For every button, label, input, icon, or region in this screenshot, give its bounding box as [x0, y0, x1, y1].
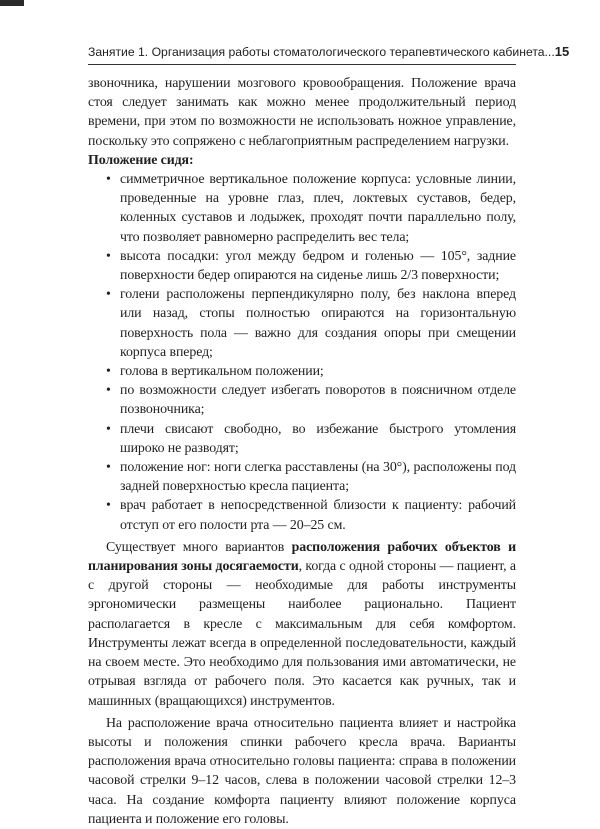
corner-print-mark	[0, 0, 24, 6]
list-item: • высота посадки: угол между бедром и голенью — 105°, задние поверхности бедер опираются на сиденье лишь 2/3 поверхности;	[88, 247, 516, 285]
list-item: • врач работает в непосредственной близости к пациенту: рабочий отступ от его полости рта — 20–25 см.	[88, 496, 516, 534]
zones-bold-term: расположения рабочих объектов и планирования зоны досягаемости	[88, 539, 517, 575]
list-item: • положение ног: ноги слегка расставлены (на 30°), расположены под задней поверхностью кресла пациента;	[88, 458, 516, 496]
section-heading-sitting: Положение сидя:	[88, 152, 194, 168]
running-header	[88, 44, 570, 59]
list-item: • симметричное вертикальное положение корпуса: условные линии, проведенные на уровне глаз, плеч, локтевых суставов, бедер, коленных суставов и лодыжек, проходят почти параллельно полу, что позволяет равномерно распределить вес тела;	[88, 170, 516, 247]
header-rule	[88, 64, 516, 65]
page-number: 15	[554, 44, 570, 59]
list-item: • голова в вертикальном положении;	[88, 362, 516, 381]
list-item: • по возможности следует избегать поворотов в поясничном отделе позвоночника;	[88, 381, 516, 419]
intro-paragraph: звоночника, нарушении мозгового кровообращения. Положение врача стоя следует занимать как можно менее продолжительный период времени, при этом по возможности не использовать ножное управление, поскольку это сопряжено с неблагоприятным распределением нагрузки.	[88, 76, 516, 149]
zones-rest-text: , когда с одной стороны — пациент, а с другой стороны — необходимые для работы инструменты эргономически размещены наиболее рационально. Пациент располагается в кресле с максимальным для себя комфортом. Инструменты лежат всегда в определенной последовательности, каждый на своем месте. Это необходимо для пользования ими автоматически, не отрывая взгляда от рабочего поля. Это касается как ручных, так и машинных (вращающихся) инструментов.	[88, 559, 516, 709]
sitting-list	[88, 170, 516, 535]
list-item: • голени расположены перпендикулярно полу, без наклона вперед или назад, стопы полностью опираются на горизонтальную поверхность пола — важно для создания опоры при смещении корпуса вперед;	[88, 285, 516, 362]
page-body	[88, 74, 516, 829]
position-paragraph: На расположение врача относительно пациента влияет и настройка высоты и положения спинки рабочего кресла врача. Варианты расположения врача относительно головы пациента: справа в положении часовой стрелки 9–12 часов, слева в положении часовой стрелки 12–3 часа. На создание комфорта пациенту влияют положение корпуса пациента и положение его головы.	[88, 715, 516, 827]
zones-paragraph	[88, 538, 516, 711]
list-item: • плечи свисают свободно, во избежание быстрого утомления широко не разводят;	[88, 420, 516, 458]
zones-lead-text: Существует много вариантов	[106, 539, 292, 555]
running-title: Занятие 1. Организация работы стоматологического терапевтического кабинета...	[88, 45, 555, 59]
